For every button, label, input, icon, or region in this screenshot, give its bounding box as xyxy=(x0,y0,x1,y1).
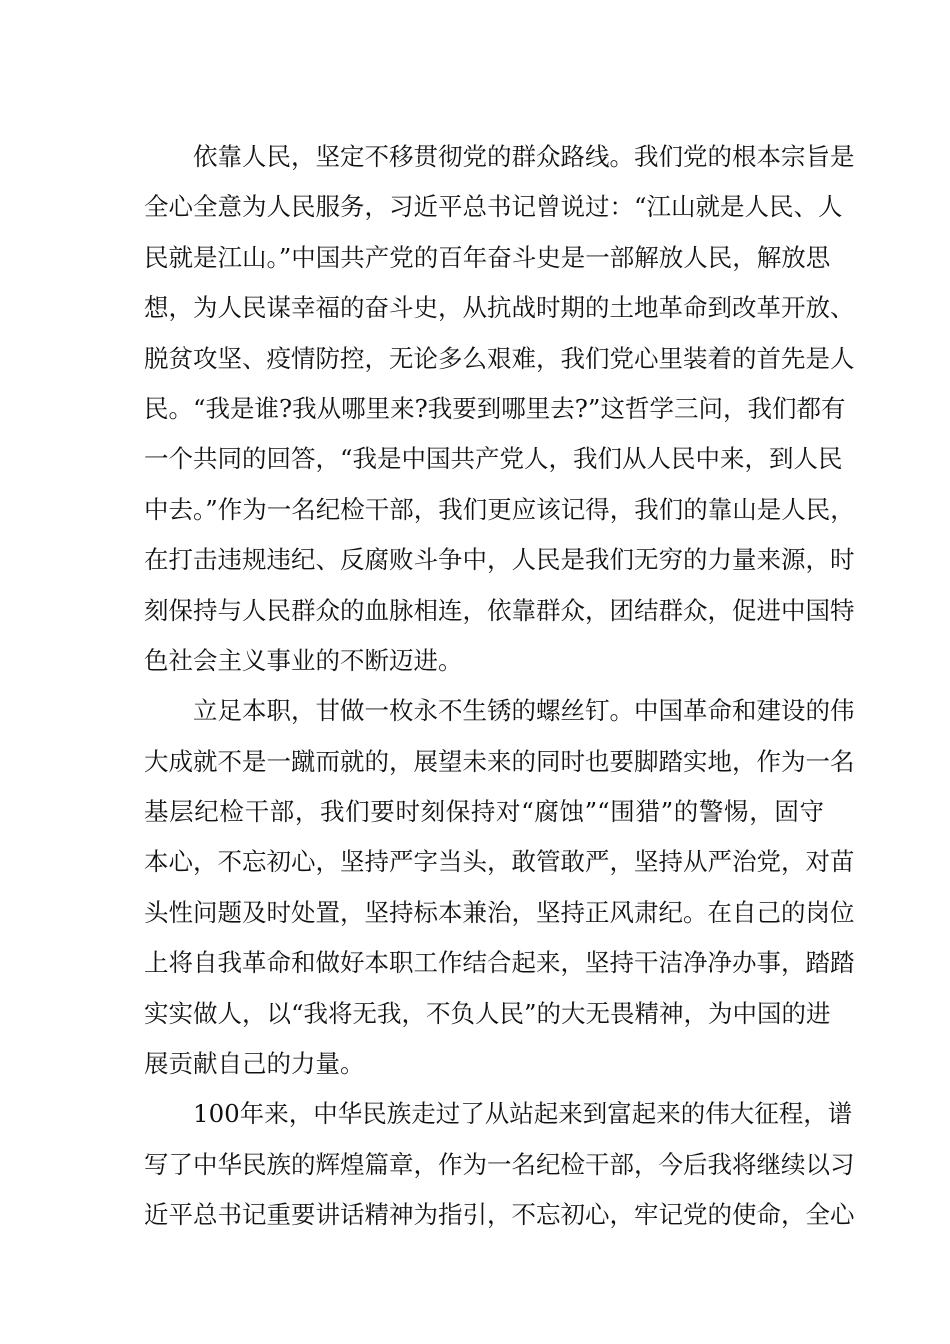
text-line: 立足本职，甘做一枚永不生锈的螺丝钉。中国革命和建设的伟 xyxy=(193,696,855,726)
text-line: 脱贫攻坚、疫情防控，无论多么艰难，我们党心里装着的首先是人 xyxy=(144,343,855,373)
text-line: 在打击违规违纪、反腐败斗争中，人民是我们无穷的力量来源，时 xyxy=(144,545,855,575)
text-line: 本心，不忘初心，坚持严字当头，敢管敢严，坚持从严治党，对苗 xyxy=(144,847,855,877)
paragraph-stand-firm-at-post xyxy=(144,686,855,1089)
paragraph-hundred-years xyxy=(144,1089,855,1240)
text-line: 近平总书记重要讲话精神为指引，不忘初心，牢记党的使命，全心 xyxy=(144,1200,855,1230)
text-line: 展贡献自己的力量。 xyxy=(144,1049,365,1079)
text-line: 上将自我革命和做好本职工作结合起来，坚持干洁净净办事，踏踏 xyxy=(144,948,855,978)
text-line: 一个共同的回答，“我是中国共产党人，我们从人民中来，到人民 xyxy=(144,444,843,474)
text-line: 民。“我是谁?我从哪里来?我要到哪里去?”这哲学三问，我们都有 xyxy=(144,393,846,423)
text-line: 想，为人民谋幸福的奋斗史，从抗战时期的土地革命到改革开放、 xyxy=(144,293,855,323)
text-line: 民就是江山。”中国共产党的百年奋斗史是一部解放人民，解放思 xyxy=(144,242,831,272)
document-body xyxy=(144,132,855,1241)
paragraph-rely-on-people xyxy=(144,132,855,686)
text-line: 色社会主义事业的不断迈进。 xyxy=(144,645,463,675)
text-line: 基层纪检干部，我们要时刻保持对“腐蚀”“围猎”的警惕，固守 xyxy=(144,797,824,827)
text-line: 刻保持与人民群众的血脉相连，依靠群众，团结群众，促进中国特 xyxy=(144,595,855,625)
text-line: 大成就不是一蹴而就的，展望未来的同时也要脚踏实地，作为一名 xyxy=(144,746,855,776)
text-line: 依靠人民，坚定不移贯彻党的群众路线。我们党的根本宗旨是 xyxy=(193,142,855,171)
text-line: 写了中华民族的辉煌篇章，作为一名纪检干部，今后我将继续以习 xyxy=(144,1149,855,1179)
text-line: 100年来，中华民族走过了从站起来到富起来的伟大征程，谱 xyxy=(193,1099,853,1129)
text-line: 实实做人，以“我将无我，不负人民”的大无畏精神，为中国的进 xyxy=(144,998,831,1028)
text-line: 全心全意为人民服务，习近平总书记曾说过：“江山就是人民、人 xyxy=(144,192,843,222)
text-line: 中去。”作为一名纪检干部，我们更应该记得，我们的靠山是人民， xyxy=(144,494,855,524)
text-line: 头性问题及时处置，坚持标本兼治，坚持正风肃纪。在自己的岗位 xyxy=(144,897,855,927)
